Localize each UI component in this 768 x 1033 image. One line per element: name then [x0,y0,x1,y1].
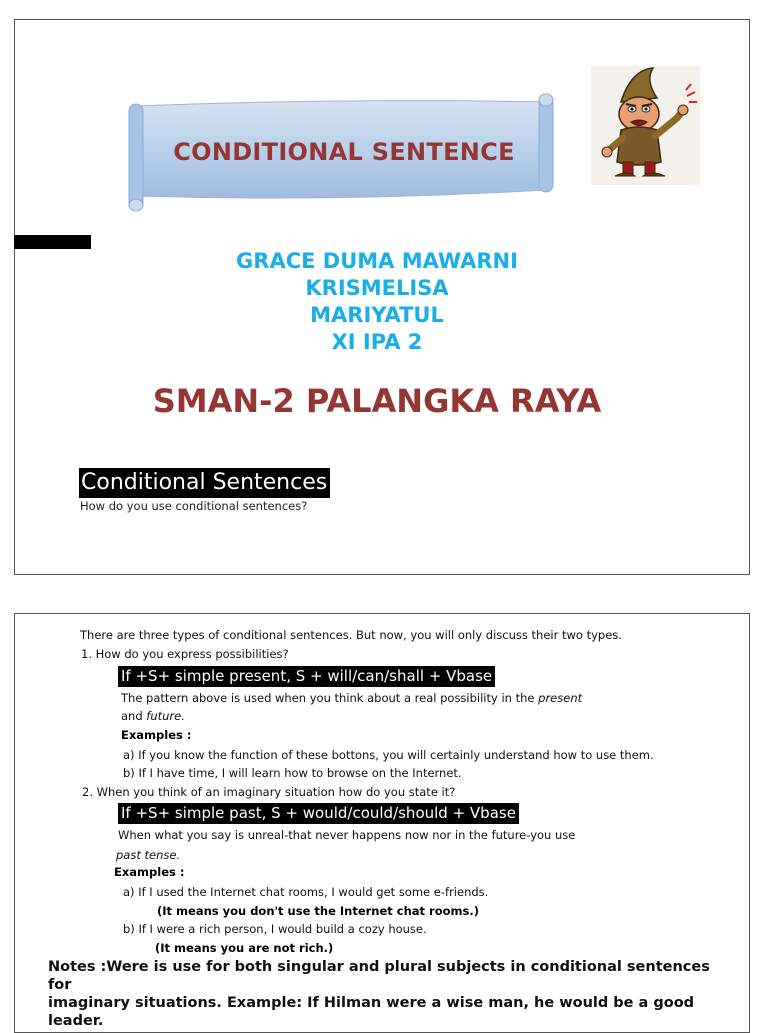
example-2b: b) If I were a rich person, I would build a cozy house. [123,922,427,936]
explanation-2-line1: When what you say is unreal-that never happens now nor in the future-you use [118,828,576,842]
school-name: SMAN-2 PALANGKA RAYA [152,382,602,420]
notes-line: imaginary situations. Example: If Hilman were a wise man, he would be a good leader. [48,995,695,1029]
explanation-1-line1 [121,691,582,705]
title-scroll-banner [127,92,555,212]
dwarf-icon [591,66,700,185]
question-2: 2. When you think of an imaginary situation how do you state it? [82,785,456,799]
examples-label: Examples : [121,728,192,742]
explanation-text: The pattern above is used when you think about a real possibility in the [121,691,539,705]
formula-1: If +S+ simple present, S + will/can/shall + Vbase [118,666,495,687]
meaning-2b: (It means you are not rich.) [155,941,334,955]
example-1b: b) If I have time, I will learn how to browse on the Internet. [123,766,462,780]
author-list [165,248,589,356]
title-slide [14,19,750,575]
meaning-2a: (It means you don't use the Internet chat rooms.) [157,904,479,918]
angry-dwarf-illustration [591,66,700,185]
notes-text [48,958,728,1030]
explanation-2-line2 [116,848,180,862]
explanation-text: and [121,709,147,723]
class-name: XI IPA 2 [331,330,423,354]
intro-text: There are three types of conditional sentences. But now, you will only discuss their two types. [80,628,622,642]
explanation-1-line2 [121,709,185,723]
decorative-black-bar [14,235,91,249]
example-1a: a) If you know the function of these bottons, you will certainly understand how to use them. [123,748,654,762]
example-2a: a) If I used the Internet chat rooms, I would get some e-friends. [123,885,489,899]
notes-line: Notes :Were is use for both singular and plural subjects in conditional sentences for [48,959,710,993]
section-heading: Conditional Sentences [79,468,330,498]
explanation-italic: past tense. [116,848,181,862]
author-name: GRACE DUMA MAWARNI [236,249,518,273]
content-slide [14,613,750,1033]
presentation-title: CONDITIONAL SENTENCE [173,138,515,166]
question-1: 1. How do you express possibilities? [81,647,289,661]
examples-label: Examples : [114,865,185,879]
section-question: How do you use conditional sentences? [80,499,308,513]
explanation-italic: present [538,691,583,705]
author-name: MARIYATUL [310,303,444,327]
explanation-italic: future. [146,709,185,723]
formula-2: If +S+ simple past, S + would/could/should + Vbase [118,803,519,824]
author-name: KRISMELISA [305,276,449,300]
